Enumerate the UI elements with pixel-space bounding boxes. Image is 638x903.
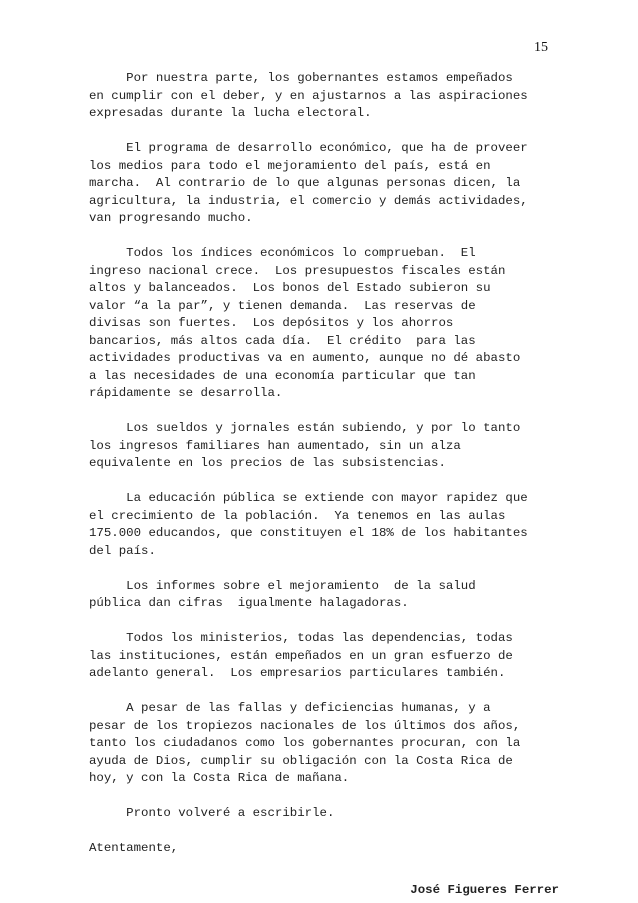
text-line: las instituciones, están empeñados en un gran esfuerzo de (89, 648, 513, 663)
text-line: La educación pública se extiende con mayor rapidez que (89, 491, 528, 505)
text-line: Todos los índices económicos lo comprueban. El (89, 246, 476, 260)
text-line: valor “a la par”, y tienen demanda. Las reservas de (89, 298, 476, 313)
paragraph-5 (89, 490, 559, 560)
signature: José Figueres Ferrer (410, 882, 559, 897)
text-line: pública dan cifras igualmente halagadoras. (89, 596, 409, 610)
paragraph-9 (89, 805, 559, 823)
text-line: los medios para todo el mejoramiento del país, está en (89, 158, 491, 173)
text-line: agricultura, la industria, el comercio y demás actividades, (89, 193, 528, 208)
paragraph-3 (89, 245, 559, 403)
paragraph-8 (89, 700, 559, 788)
text-line: del país. (89, 543, 156, 558)
text-line: rápidamente se desarrolla. (89, 386, 283, 400)
text-line: el crecimiento de la población. Ya tenemos en las aulas (89, 508, 506, 523)
text-line: en cumplir con el deber, y en ajustarnos a las aspiraciones (89, 88, 528, 103)
paragraph-1 (89, 70, 559, 123)
paragraph-2 (89, 140, 559, 228)
text-line: expresadas durante la lucha electoral. (89, 106, 372, 120)
text-line: altos y balanceados. Los bonos del Estado subieron su (89, 281, 491, 295)
text-line: bancarios, más altos cada día. El crédito para las (89, 333, 476, 348)
text-line: Por nuestra parte, los gobernantes estamos empeñados (89, 71, 513, 85)
text-line: equivalente en los precios de las subsistencias. (89, 456, 446, 470)
text-line: a las necesidades de una economía particular que tan (89, 368, 476, 383)
text-line: pesar de los tropiezos nacionales de los últimos dos años, (89, 718, 521, 733)
text-line: ingreso nacional crece. Los presupuestos fiscales están (89, 263, 506, 278)
text-line: divisas son fuertes. Los depósitos y los ahorros (89, 316, 454, 330)
text-line: tanto los ciudadanos como los gobernantes procuran, con la (89, 736, 521, 750)
text-line: El programa de desarrollo económico, que ha de proveer (89, 141, 528, 155)
paragraph-7 (89, 630, 559, 683)
closing: Atentamente, (89, 841, 179, 855)
text-line: actividades productivas va en aumento, aunque no dé abasto (89, 351, 521, 365)
text-line: Los informes sobre el mejoramiento de la salud (89, 578, 476, 593)
text-line: A pesar de las fallas y deficiencias humanas, y a (89, 701, 491, 715)
text-line: hoy, y con la Costa Rica de mañana. (89, 771, 350, 785)
text-line: adelanto general. Los empresarios particulares también. (89, 666, 506, 680)
text-line: ayuda de Dios, cumplir su obligación con la Costa Rica de (89, 753, 513, 768)
text-line: Pronto volveré a escribirle. (89, 806, 335, 820)
text-line: los ingresos familiares han aumentado, sin un alza (89, 438, 461, 453)
text-line: 175.000 educandos, que constituyen el 18% de los habitantes (89, 526, 528, 540)
paragraph-4 (89, 420, 559, 473)
text-line: van progresando mucho. (89, 211, 253, 225)
text-line: marcha. Al contrario de lo que algunas personas dicen, la (89, 176, 521, 190)
text-line: Todos los ministerios, todas las dependencias, todas (89, 631, 513, 645)
page-number: 15 (534, 40, 548, 55)
letter-body (89, 70, 559, 899)
paragraph-6 (89, 578, 559, 613)
text-line: Los sueldos y jornales están subiendo, y por lo tanto (89, 421, 521, 435)
